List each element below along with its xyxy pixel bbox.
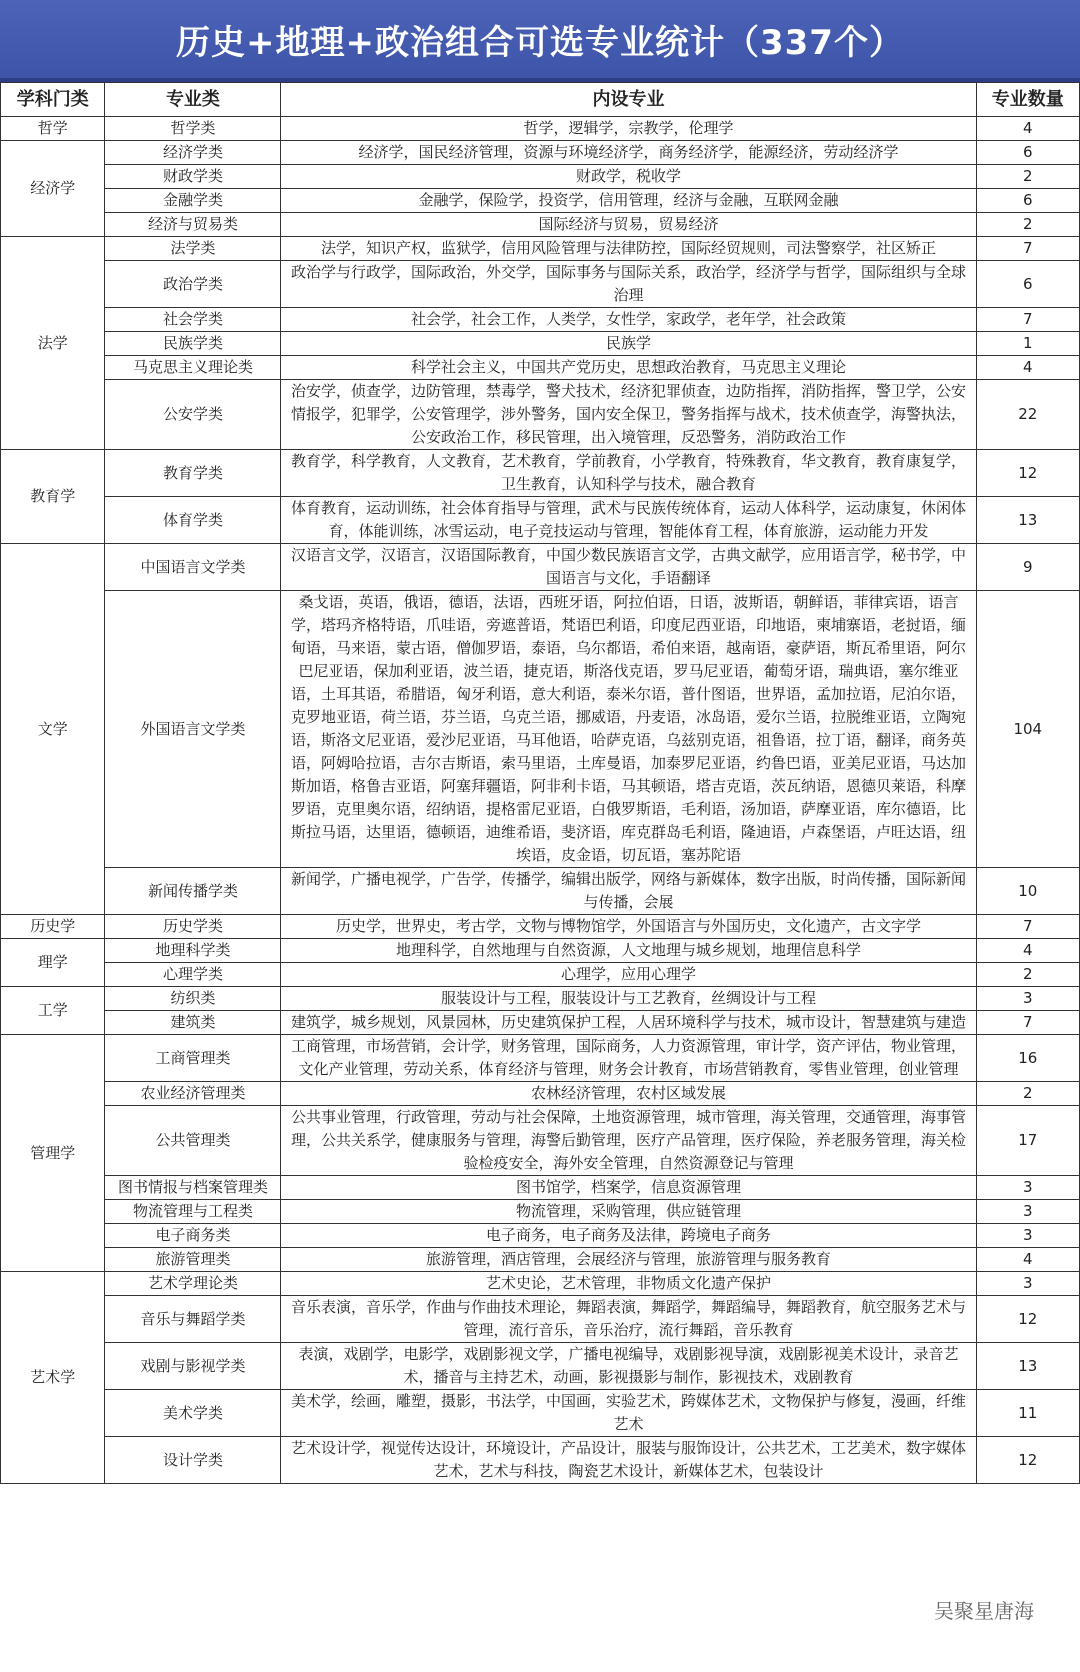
table-row — [1, 1011, 1080, 1035]
majors-cell: 经济学，国民经济管理，资源与环境经济学，商务经济学，能源经济，劳动经济学 — [281, 141, 976, 165]
table-row — [1, 165, 1080, 189]
table-row — [1, 1082, 1080, 1106]
table-row — [1, 141, 1080, 165]
category-cell: 经济学类 — [105, 141, 281, 165]
category-cell: 农业经济管理类 — [105, 1082, 281, 1106]
table-row — [1, 117, 1080, 141]
count-cell: 4 — [976, 1248, 1079, 1272]
discipline-cell: 管理学 — [1, 1035, 105, 1272]
table-row — [1, 237, 1080, 261]
majors-cell: 地理科学，自然地理与自然资源，人文地理与城乡规划，地理信息科学 — [281, 939, 976, 963]
table-header-row — [1, 83, 1080, 117]
majors-cell: 桑戈语，英语，俄语，德语，法语，西班牙语，阿拉伯语，日语，波斯语，朝鲜语，菲律宾语，语言学，塔玛齐格特语，爪哇语，旁遮普语，梵语巴利语，印度尼西亚语，印地语，柬埔寨语，老挝语，缅甸语，马来语，蒙古语，僧伽罗语，泰语，乌尔都语，希伯来语，越南语，豪萨语，斯瓦希里语，阿尔巴尼亚语，保加利亚语，波兰语，捷克语，斯洛伐克语，罗马尼亚语，葡萄牙语，瑞典语，塞尔维亚语，土耳其语，希腊语，匈牙利语，意大利语，泰米尔语，普什图语，世界语，孟加拉语，尼泊尔语，克罗地亚语，荷兰语，芬兰语，乌克兰语，挪威语，丹麦语，冰岛语，爱尔兰语，拉脱维亚语，立陶宛语，斯洛文尼亚语，爱沙尼亚语，马耳他语，哈萨克语，乌兹别克语，祖鲁语，拉丁语，翻译，商务英语，阿姆哈拉语，吉尔吉斯语，索马里语，土库曼语，加泰罗尼亚语，约鲁巴语，亚美尼亚语，马达加斯加语，格鲁吉亚语，阿塞拜疆语，阿非利卡语，马其顿语，塔吉克语，茨瓦纳语，恩德贝莱语，科摩罗语，克里奥尔语，绍纳语，提格雷尼亚语，白俄罗斯语，毛利语，汤加语，萨摩亚语，库尔德语，比斯拉马语，达里语，德顿语，迪维希语，斐济语，库克群岛毛利语，隆迪语，卢森堡语，卢旺达语，纽埃语，皮金语，切瓦语，塞苏陀语 — [281, 591, 976, 868]
majors-cell: 公共事业管理，行政管理，劳动与社会保障，土地资源管理，城市管理，海关管理，交通管理，海事管理，公共关系学，健康服务与管理，海警后勤管理，医疗产品管理，医疗保险，养老服务管理，海关检验检疫安全，海外安全管理，自然资源登记与管理 — [281, 1106, 976, 1176]
header-majors: 内设专业 — [281, 83, 976, 117]
table-row — [1, 1343, 1080, 1390]
category-cell: 心理学类 — [105, 963, 281, 987]
majors-cell: 农林经济管理，农村区域发展 — [281, 1082, 976, 1106]
majors-cell: 财政学，税收学 — [281, 165, 976, 189]
table-row — [1, 308, 1080, 332]
count-cell: 3 — [976, 1200, 1079, 1224]
table-row — [1, 591, 1080, 868]
count-cell: 17 — [976, 1106, 1079, 1176]
category-cell: 音乐与舞蹈学类 — [105, 1296, 281, 1343]
table-row — [1, 332, 1080, 356]
count-cell: 6 — [976, 261, 1079, 308]
category-cell: 艺术学理论类 — [105, 1272, 281, 1296]
count-cell: 6 — [976, 189, 1079, 213]
table-body — [1, 117, 1080, 1484]
majors-cell: 旅游管理，酒店管理，会展经济与管理，旅游管理与服务教育 — [281, 1248, 976, 1272]
category-cell: 纺织类 — [105, 987, 281, 1011]
category-cell: 新闻传播学类 — [105, 868, 281, 915]
majors-cell: 社会学，社会工作，人类学，女性学，家政学，老年学，社会政策 — [281, 308, 976, 332]
category-cell: 社会学类 — [105, 308, 281, 332]
count-cell: 2 — [976, 213, 1079, 237]
category-cell: 教育学类 — [105, 450, 281, 497]
count-cell: 3 — [976, 1272, 1079, 1296]
majors-cell: 服装设计与工程，服装设计与工艺教育，丝绸设计与工程 — [281, 987, 976, 1011]
table-row — [1, 1106, 1080, 1176]
category-cell: 建筑类 — [105, 1011, 281, 1035]
discipline-cell: 经济学 — [1, 141, 105, 237]
count-cell: 7 — [976, 237, 1079, 261]
table-row — [1, 261, 1080, 308]
category-cell: 旅游管理类 — [105, 1248, 281, 1272]
table-row — [1, 1248, 1080, 1272]
count-cell: 11 — [976, 1390, 1079, 1437]
count-cell: 1 — [976, 332, 1079, 356]
table-row — [1, 189, 1080, 213]
category-cell: 中国语言文学类 — [105, 544, 281, 591]
category-cell: 哲学类 — [105, 117, 281, 141]
majors-cell: 哲学，逻辑学，宗教学，伦理学 — [281, 117, 976, 141]
title-banner — [0, 0, 1080, 82]
majors-cell: 历史学，世界史，考古学，文物与博物馆学，外国语言与外国历史，文化遗产，古文字学 — [281, 915, 976, 939]
category-cell: 政治学类 — [105, 261, 281, 308]
discipline-cell: 工学 — [1, 987, 105, 1035]
discipline-cell: 法学 — [1, 237, 105, 450]
discipline-cell: 哲学 — [1, 117, 105, 141]
count-cell: 3 — [976, 1176, 1079, 1200]
category-cell: 历史学类 — [105, 915, 281, 939]
count-cell: 4 — [976, 356, 1079, 380]
table-row — [1, 497, 1080, 544]
category-cell: 马克思主义理论类 — [105, 356, 281, 380]
count-cell: 4 — [976, 939, 1079, 963]
category-cell: 工商管理类 — [105, 1035, 281, 1082]
table-row — [1, 1200, 1080, 1224]
count-cell: 16 — [976, 1035, 1079, 1082]
header-count: 专业数量 — [976, 83, 1079, 117]
category-cell: 图书情报与档案管理类 — [105, 1176, 281, 1200]
watermark: 吴聚星唐海 — [930, 1595, 1038, 1624]
majors-cell: 艺术史论，艺术管理，非物质文化遗产保护 — [281, 1272, 976, 1296]
count-cell: 12 — [976, 1296, 1079, 1343]
table-row — [1, 1035, 1080, 1082]
count-cell: 10 — [976, 868, 1079, 915]
count-cell: 6 — [976, 141, 1079, 165]
majors-cell: 建筑学，城乡规划，风景园林，历史建筑保护工程，人居环境科学与技术，城市设计，智慧建筑与建造 — [281, 1011, 976, 1035]
count-cell: 3 — [976, 987, 1079, 1011]
table-row — [1, 987, 1080, 1011]
count-cell: 12 — [976, 450, 1079, 497]
count-cell: 13 — [976, 1343, 1079, 1390]
header-category: 专业类 — [105, 83, 281, 117]
count-cell: 13 — [976, 497, 1079, 544]
table-row — [1, 380, 1080, 450]
majors-cell: 心理学，应用心理学 — [281, 963, 976, 987]
majors-cell: 法学，知识产权，监狱学，信用风险管理与法律防控，国际经贸规则，司法警察学，社区矫正 — [281, 237, 976, 261]
category-cell: 设计学类 — [105, 1437, 281, 1484]
category-cell: 戏剧与影视学类 — [105, 1343, 281, 1390]
majors-cell: 金融学，保险学，投资学，信用管理，经济与金融，互联网金融 — [281, 189, 976, 213]
majors-cell: 美术学，绘画，雕塑，摄影，书法学，中国画，实验艺术，跨媒体艺术，文物保护与修复，漫画，纤维艺术 — [281, 1390, 976, 1437]
count-cell: 2 — [976, 165, 1079, 189]
majors-cell: 新闻学，广播电视学，广告学，传播学，编辑出版学，网络与新媒体，数字出版，时尚传播，国际新闻与传播，会展 — [281, 868, 976, 915]
majors-cell: 艺术设计学，视觉传达设计，环境设计，产品设计，服装与服饰设计，公共艺术，工艺美术，数字媒体艺术，艺术与科技，陶瓷艺术设计，新媒体艺术，包装设计 — [281, 1437, 976, 1484]
count-cell: 12 — [976, 1437, 1079, 1484]
count-cell: 104 — [976, 591, 1079, 868]
majors-cell: 教育学，科学教育，人文教育，艺术教育，学前教育，小学教育，特殊教育，华文教育，教育康复学，卫生教育，认知科学与技术，融合教育 — [281, 450, 976, 497]
majors-cell: 汉语言文学，汉语言，汉语国际教育，中国少数民族语言文学，古典文献学，应用语言学，秘书学，中国语言与文化，手语翻译 — [281, 544, 976, 591]
count-cell: 2 — [976, 1082, 1079, 1106]
count-cell: 9 — [976, 544, 1079, 591]
table-row — [1, 963, 1080, 987]
majors-cell: 图书馆学，档案学，信息资源管理 — [281, 1176, 976, 1200]
table-row — [1, 356, 1080, 380]
table-row — [1, 939, 1080, 963]
page-title: 历史+地理+政治组合可选专业统计（337个） — [176, 22, 904, 63]
category-cell: 经济与贸易类 — [105, 213, 281, 237]
majors-cell: 物流管理，采购管理，供应链管理 — [281, 1200, 976, 1224]
majors-table — [0, 82, 1080, 1484]
category-cell: 电子商务类 — [105, 1224, 281, 1248]
majors-cell: 治安学，侦查学，边防管理，禁毒学，警犬技术，经济犯罪侦查，边防指挥，消防指挥，警卫学，公安情报学，犯罪学，公安管理学，涉外警务，国内安全保卫，警务指挥与战术，技术侦查学，海警执法，公安政治工作，移民管理，出入境管理，反恐警务，消防政治工作 — [281, 380, 976, 450]
table-row — [1, 1437, 1080, 1484]
category-cell: 法学类 — [105, 237, 281, 261]
count-cell: 2 — [976, 963, 1079, 987]
discipline-cell: 艺术学 — [1, 1272, 105, 1484]
discipline-cell: 历史学 — [1, 915, 105, 939]
majors-cell: 民族学 — [281, 332, 976, 356]
table-row — [1, 1224, 1080, 1248]
table-row — [1, 915, 1080, 939]
table-row — [1, 1390, 1080, 1437]
count-cell: 7 — [976, 915, 1079, 939]
majors-cell: 政治学与行政学，国际政治，外交学，国际事务与国际关系，政治学，经济学与哲学，国际组织与全球治理 — [281, 261, 976, 308]
category-cell: 金融学类 — [105, 189, 281, 213]
count-cell: 7 — [976, 1011, 1079, 1035]
category-cell: 公共管理类 — [105, 1106, 281, 1176]
discipline-cell: 教育学 — [1, 450, 105, 544]
category-cell: 民族学类 — [105, 332, 281, 356]
discipline-cell: 理学 — [1, 939, 105, 987]
discipline-cell: 文学 — [1, 544, 105, 915]
category-cell: 财政学类 — [105, 165, 281, 189]
table-row — [1, 1176, 1080, 1200]
category-cell: 公安学类 — [105, 380, 281, 450]
table-row — [1, 1296, 1080, 1343]
majors-cell: 音乐表演，音乐学，作曲与作曲技术理论，舞蹈表演，舞蹈学，舞蹈编导，舞蹈教育，航空服务艺术与管理，流行音乐，音乐治疗，流行舞蹈，音乐教育 — [281, 1296, 976, 1343]
count-cell: 7 — [976, 308, 1079, 332]
majors-cell: 表演，戏剧学，电影学，戏剧影视文学，广播电视编导，戏剧影视导演，戏剧影视美术设计，录音艺术，播音与主持艺术，动画，影视摄影与制作，影视技术，戏剧教育 — [281, 1343, 976, 1390]
table-row — [1, 544, 1080, 591]
count-cell: 3 — [976, 1224, 1079, 1248]
count-cell: 4 — [976, 117, 1079, 141]
majors-cell: 国际经济与贸易，贸易经济 — [281, 213, 976, 237]
category-cell: 物流管理与工程类 — [105, 1200, 281, 1224]
table-row — [1, 213, 1080, 237]
table-row — [1, 868, 1080, 915]
category-cell: 外国语言文学类 — [105, 591, 281, 868]
majors-cell: 电子商务，电子商务及法律，跨境电子商务 — [281, 1224, 976, 1248]
table-row — [1, 1272, 1080, 1296]
count-cell: 22 — [976, 380, 1079, 450]
header-discipline: 学科门类 — [1, 83, 105, 117]
table-row — [1, 450, 1080, 497]
majors-cell: 科学社会主义，中国共产党历史，思想政治教育，马克思主义理论 — [281, 356, 976, 380]
majors-cell: 体育教育，运动训练，社会体育指导与管理，武术与民族传统体育，运动人体科学，运动康复，休闲体育，体能训练，冰雪运动，电子竞技运动与管理，智能体育工程，体育旅游，运动能力开发 — [281, 497, 976, 544]
category-cell: 体育学类 — [105, 497, 281, 544]
category-cell: 美术学类 — [105, 1390, 281, 1437]
category-cell: 地理科学类 — [105, 939, 281, 963]
majors-cell: 工商管理，市场营销，会计学，财务管理，国际商务，人力资源管理，审计学，资产评估，物业管理，文化产业管理，劳动关系，体育经济与管理，财务会计教育，市场营销教育，零售业管理，创业管理 — [281, 1035, 976, 1082]
